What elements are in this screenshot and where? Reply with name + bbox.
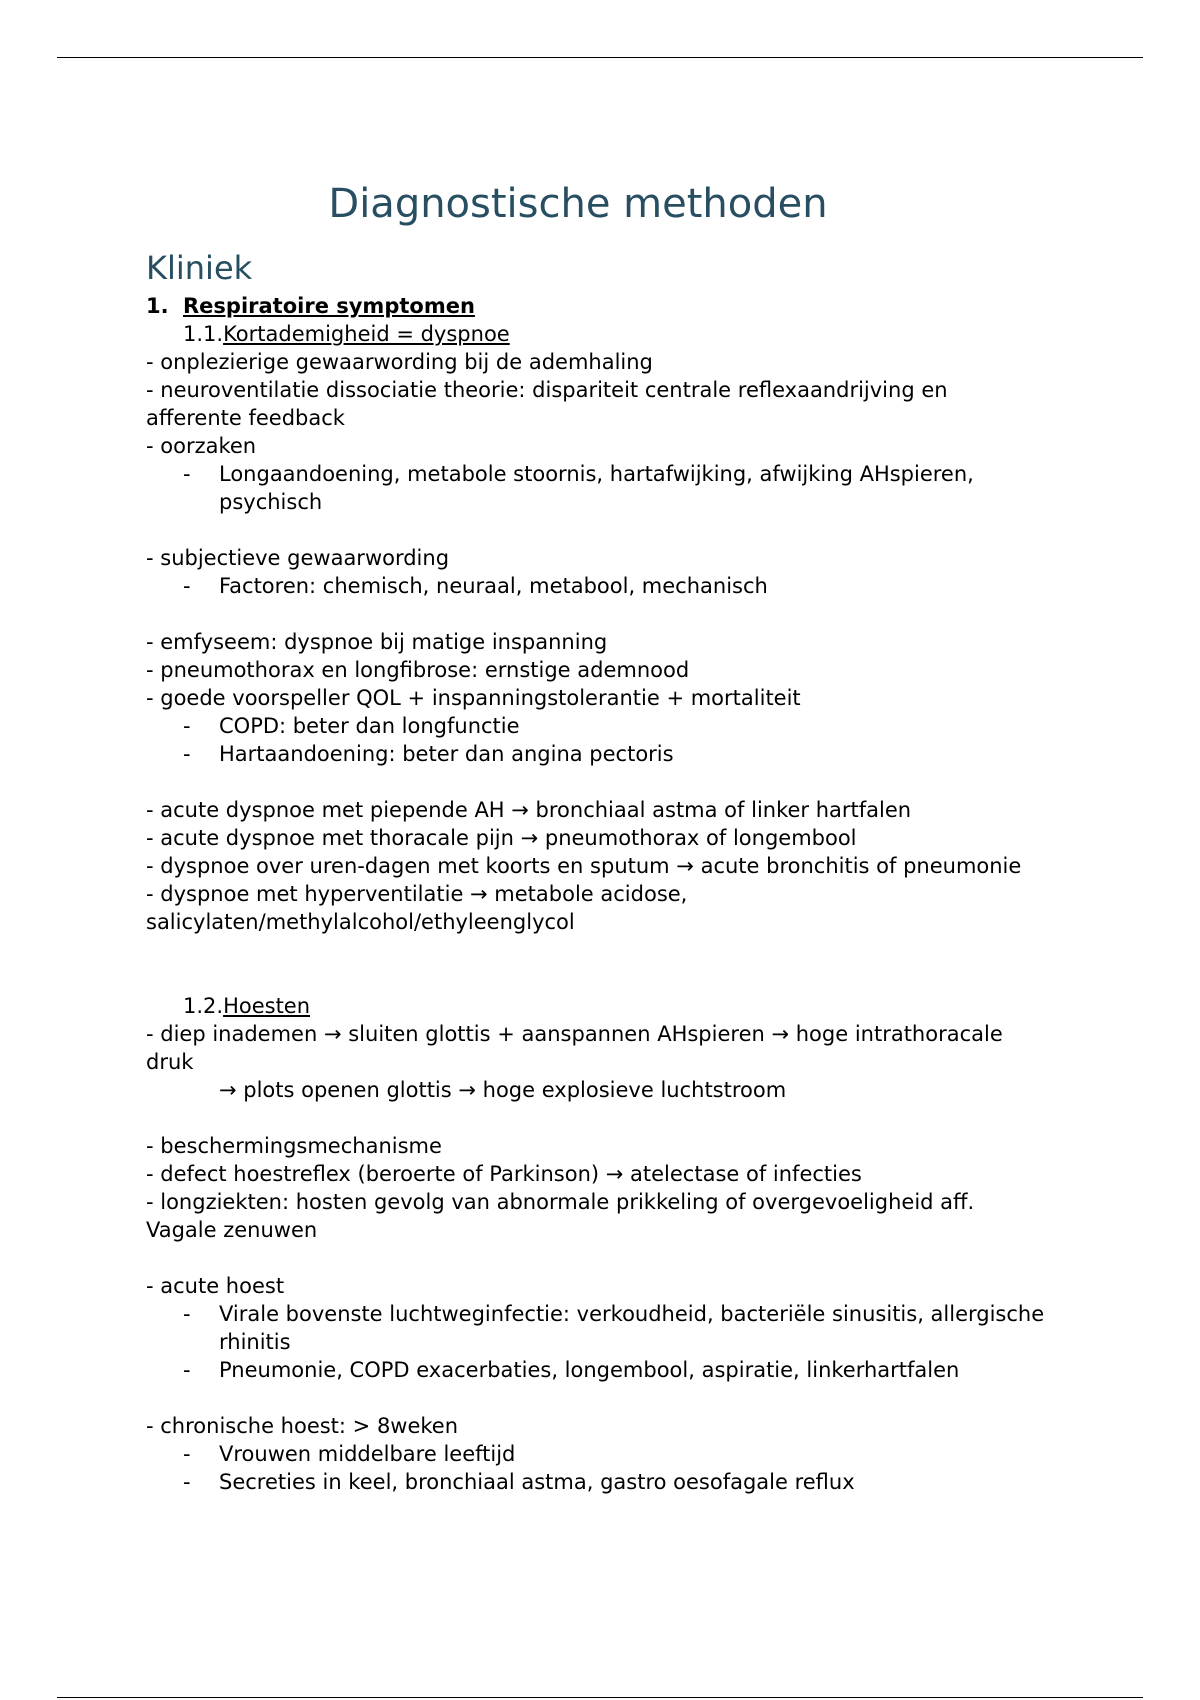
subheading-hoesten [146, 992, 1046, 1020]
subheading-number: 1.2. [183, 994, 224, 1018]
document-title: Diagnostische methoden [328, 181, 828, 227]
text-line: - pneumothorax en longfibrose: ernstige ademnood [146, 658, 690, 682]
text-line: - beschermingsmechanisme [146, 1134, 442, 1158]
bullet-item: - COPD: beter dan longfunctie [146, 712, 1046, 740]
text-line: - dyspnoe met hyperventilatie → metabole acidose, salicylaten/methylalcohol/ethyleenglycol [146, 882, 695, 934]
document-body [146, 178, 1046, 1496]
text-line: - neuroventilatie dissociatie theorie: dispariteit centrale reflexaandrijving en afferente feedback [146, 378, 955, 430]
bullet-item: - Longaandoening, metabole stoornis, hartafwijking, afwijking AHspieren, psychisch [146, 460, 1046, 516]
text-line: - subjectieve gewaarwording [146, 546, 450, 570]
bullet-item: - Factoren: chemisch, neuraal, metabool, mechanisch [146, 572, 1046, 600]
header-rule [57, 57, 1143, 58]
text-line: - diep inademen → sluiten glottis + aanspannen AHspieren → hoge intrathoracale druk [146, 1022, 1010, 1074]
section-heading: Kliniek [146, 249, 253, 287]
subheading-text: Hoesten [223, 994, 311, 1018]
text-line: - onplezierige gewaarwording bij de ademhaling [146, 350, 653, 374]
text-line: - dyspnoe over uren-dagen met koorts en sputum → acute bronchitis of pneumonie [146, 854, 1022, 878]
bullet-item: - Secreties in keel, bronchiaal astma, gastro oesofagale reflux [146, 1468, 1046, 1496]
bullet-item: - Virale bovenste luchtweginfectie: verkoudheid, bacteriële sinusitis, allergische rhinitis [146, 1300, 1046, 1356]
heading-number: 1. [146, 294, 169, 318]
bullet-item: - Pneumonie, COPD exacerbaties, longembool, aspiratie, linkerhartfalen [146, 1356, 1046, 1384]
text-line: - acute hoest [146, 1274, 285, 1298]
bullet-item: - Hartaandoening: beter dan angina pectoris [146, 740, 1046, 768]
footer-rule [57, 1697, 1143, 1698]
text-line: → plots openen glottis → hoge explosieve luchtstroom [219, 1078, 787, 1102]
heading-text: Respiratoire symptomen [183, 294, 475, 318]
heading-respiratoire-symptomen [146, 292, 1046, 320]
subheading-text: Kortademigheid = dyspnoe [223, 322, 510, 346]
text-line: - emfyseem: dyspnoe bij matige inspanning [146, 630, 608, 654]
text-line: - chronische hoest: > 8weken [146, 1414, 459, 1438]
text-line: - longziekten: hosten gevolg van abnormale prikkeling of overgevoeligheid aff. Vagale zenuwen [146, 1190, 981, 1242]
bullet-item: - Vrouwen middelbare leeftijd [146, 1440, 1046, 1468]
text-line: - oorzaken [146, 434, 257, 458]
subheading-kortademigheid [146, 320, 1046, 348]
text-line: - acute dyspnoe met thoracale pijn → pneumothorax of longembool [146, 826, 857, 850]
text-line: - defect hoestreflex (beroerte of Parkinson) → atelectase of infecties [146, 1162, 862, 1186]
text-line: - acute dyspnoe met piepende AH → bronchiaal astma of linker hartfalen [146, 798, 912, 822]
text-line: - goede voorspeller QOL + inspanningstolerantie + mortaliteit [146, 686, 801, 710]
subheading-number: 1.1. [183, 322, 224, 346]
